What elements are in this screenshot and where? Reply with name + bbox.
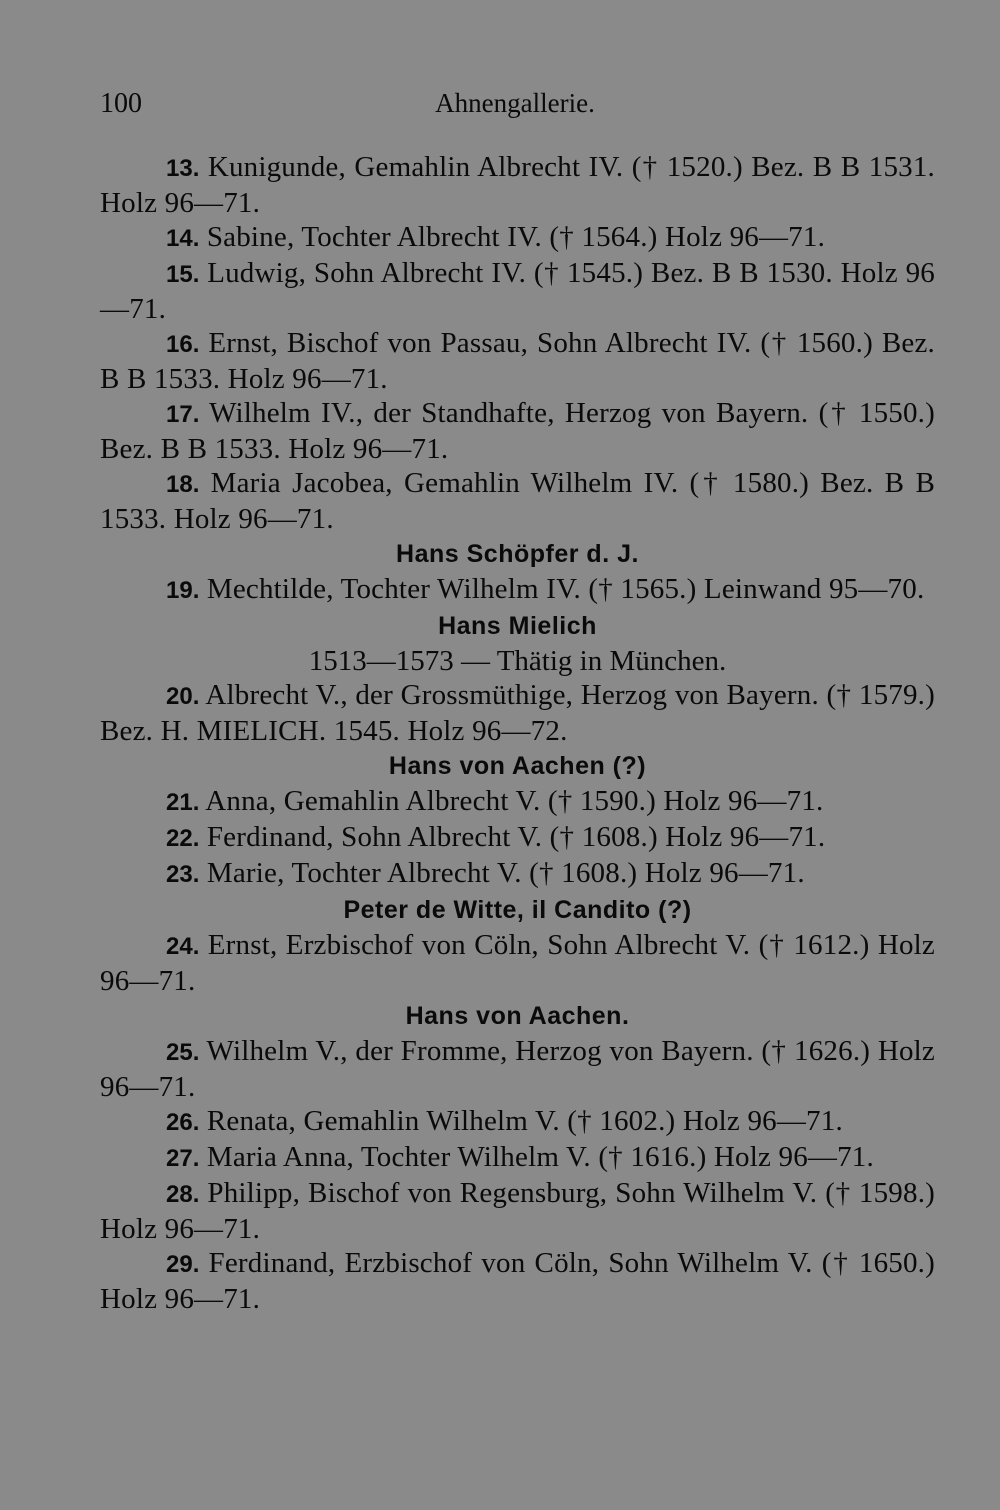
entry-number: 27. [166, 1145, 200, 1172]
catalogue-entry [100, 220, 935, 256]
entry-number: 15. [166, 261, 200, 288]
entry-number: 17. [166, 401, 200, 428]
entry-number: 26. [166, 1109, 200, 1136]
entry-text: Ferdinand, Sohn Albrecht V. († 1608.) Holz 96—71. [206, 821, 826, 853]
entry-text: Sabine, Tochter Albrecht IV. († 1564.) Holz 96—71. [206, 221, 826, 253]
catalogue-entry [100, 784, 935, 820]
entry-number: 23. [166, 861, 200, 888]
catalogue-entry [100, 396, 935, 466]
catalogue-entry [100, 256, 935, 326]
entry-number: 25. [166, 1039, 200, 1066]
entry-number: 24. [166, 933, 200, 960]
entry-text: Ludwig, Sohn Albrecht IV. († 1545.) Bez. B B 1530. Holz 96—71. [100, 257, 935, 325]
running-head [100, 88, 930, 128]
entry-number: 16. [166, 331, 200, 358]
entry-text: Ernst, Erzbischof von Cöln, Sohn Albrecht V. († 1612.) Holz 96—71. [100, 929, 935, 997]
artist-heading: Hans Mielich [438, 612, 597, 640]
artist-heading: Hans Schöpfer d. J. [396, 540, 639, 568]
catalogue-entry [100, 466, 935, 536]
artist-heading: Hans von Aachen. [405, 1002, 630, 1030]
entry-text: Anna, Gemahlin Albrecht V. († 1590.) Holz 96—71. [205, 785, 824, 817]
page-header-title: Ahnengallerie. [435, 88, 595, 118]
catalogue-entry [100, 1104, 935, 1140]
catalogue-entry [100, 820, 935, 856]
entry-number: 29. [166, 1251, 200, 1278]
entry-number: 20. [166, 683, 200, 710]
catalogue-entry [100, 856, 935, 892]
entry-text: Wilhelm IV., der Standhafte, Herzog von Bayern. († 1550.) Bez. B B 1533. Holz 96—71. [100, 397, 935, 465]
catalogue-entry [100, 1246, 935, 1316]
entry-number: 19. [166, 577, 200, 604]
entry-text: Marie, Tochter Albrecht V. († 1608.) Holz 96—71. [206, 857, 805, 889]
artist-heading: Hans von Aachen (?) [388, 752, 647, 780]
entry-number: 28. [166, 1181, 200, 1208]
entry-text: Albrecht V., der Grossmüthige, Herzog von Bayern. († 1579.) Bez. H. MIELICH. 1545. Holz 96—72. [100, 679, 935, 747]
entry-text: Kunigunde, Gemahlin Albrecht IV. († 1520.) Bez. B B 1531. Holz 96—71. [100, 151, 936, 219]
entry-number: 22. [166, 825, 200, 852]
catalogue-entry [100, 678, 935, 748]
entry-text: Renata, Gemahlin Wilhelm V. († 1602.) Holz 96—71. [206, 1105, 843, 1137]
page-number: 100 [100, 88, 142, 119]
entry-number: 18. [166, 471, 200, 498]
artist-dates: 1513—1573 — Thätig in München. [308, 645, 727, 677]
entry-text: Maria Anna, Tochter Wilhelm V. († 1616.) Holz 96—71. [206, 1141, 874, 1173]
entry-text: Wilhelm V., der Fromme, Herzog von Bayern. († 1626.) Holz 96—71. [100, 1035, 935, 1103]
entry-number: 13. [166, 155, 200, 182]
entry-text: Ferdinand, Erzbischof von Cöln, Sohn Wilhelm V. († 1650.) Holz 96—71. [100, 1247, 935, 1315]
entry-text: Philipp, Bischof von Regensburg, Sohn Wilhelm V. († 1598.) Holz 96—71. [100, 1177, 936, 1245]
entry-text: Ernst, Bischof von Passau, Sohn Albrecht IV. († 1560.) Bez. B B 1533. Holz 96—71. [100, 327, 936, 395]
artist-heading: Peter de Witte, il Candito (?) [343, 896, 692, 924]
catalogue-entry [100, 572, 935, 608]
catalogue-entry [100, 1034, 935, 1104]
catalogue-entry [100, 1176, 935, 1246]
catalogue-entry [100, 326, 935, 396]
entry-number: 14. [166, 225, 200, 252]
catalogue-entry [100, 928, 935, 998]
entry-text: Maria Jacobea, Gemahlin Wilhelm IV. († 1580.) Bez. B B 1533. Holz 96—71. [100, 467, 935, 535]
entry-text: Mechtilde, Tochter Wilhelm IV. († 1565.) Leinwand 95—70. [206, 573, 925, 605]
catalogue-text [100, 150, 935, 1316]
entry-number: 21. [166, 789, 200, 816]
catalogue-entry [100, 150, 935, 220]
catalogue-entry [100, 1140, 935, 1176]
